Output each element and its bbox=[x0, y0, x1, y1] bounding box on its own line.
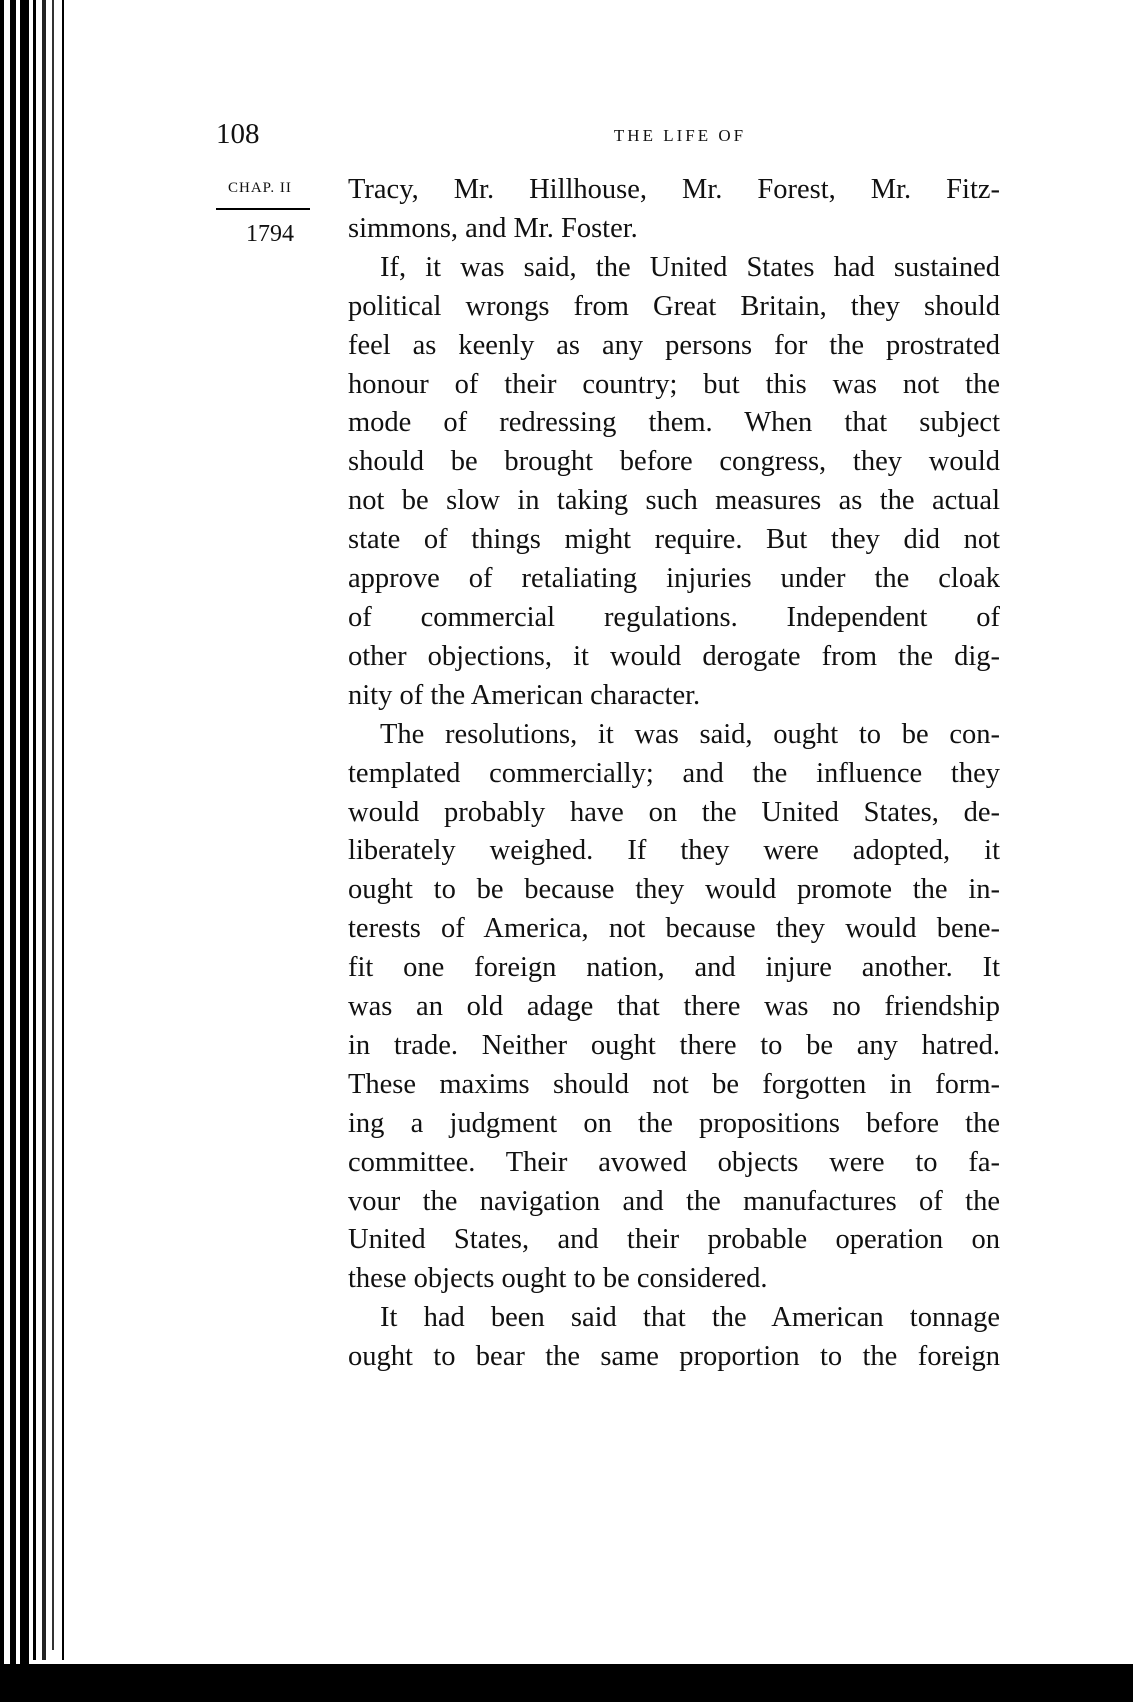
text-line: of commercial regulations. Independent of bbox=[348, 601, 1000, 633]
text-line: other objections, it would derogate from the dig- bbox=[348, 640, 1000, 672]
text-line: nity of the American character. bbox=[348, 679, 701, 711]
paragraph bbox=[348, 249, 1000, 716]
text-line: mode of redressing them. When that subject bbox=[348, 407, 1000, 439]
page-number: 108 bbox=[216, 118, 260, 150]
text-line: If, it was said, the United States had sustained bbox=[380, 251, 1000, 283]
text-line: committee. Their avowed objects were to fa- bbox=[348, 1146, 1000, 1178]
body-text bbox=[348, 171, 1000, 1377]
marginal-rule bbox=[216, 208, 310, 210]
text-line: feel as keenly as any persons for the prostrated bbox=[348, 329, 1000, 361]
running-head: THE LIFE OF bbox=[613, 126, 747, 145]
text-line: ing a judgment on the propositions before the bbox=[348, 1107, 1000, 1139]
text-line: The resolutions, it was said, ought to be con- bbox=[380, 718, 1000, 750]
text-line: political wrongs from Great Britain, they should bbox=[348, 290, 1000, 322]
text-line: simmons, and Mr. Foster. bbox=[348, 212, 638, 244]
text-line: honour of their country; but this was not the bbox=[348, 368, 1000, 400]
text-line: United States, and their probable operation on bbox=[348, 1224, 1000, 1256]
text-line: liberately weighed. If they were adopted, it bbox=[348, 835, 1000, 867]
text-line: should be brought before congress, they would bbox=[348, 446, 1000, 478]
paragraph bbox=[348, 1299, 1000, 1377]
text-line: ought to be because they would promote the in- bbox=[348, 874, 1000, 906]
text-line: Tracy, Mr. Hillhouse, Mr. Forest, Mr. Fitz- bbox=[348, 174, 1000, 205]
text-line: these objects ought to be considered. bbox=[348, 1263, 768, 1295]
text-line: state of things might require. But they did not bbox=[348, 524, 1000, 556]
text-line: would probably have on the United States, de- bbox=[348, 796, 1000, 828]
text-line: terests of America, not because they would bene- bbox=[348, 913, 1000, 945]
text-line: templated commercially; and the influence they bbox=[348, 757, 1000, 789]
text-line: These maxims should not be forgotten in form- bbox=[348, 1068, 1000, 1100]
scan-bottom-edge bbox=[0, 1664, 1133, 1702]
text-line: not be slow in taking such measures as the actual bbox=[348, 485, 1000, 517]
paragraph bbox=[348, 171, 1000, 249]
text-line: in trade. Neither ought there to be any hatred. bbox=[348, 1029, 1000, 1061]
chapter-marginal-note: CHAP. II bbox=[228, 180, 292, 196]
text-line: It had been said that the American tonnage bbox=[380, 1302, 1000, 1334]
text-line: vour the navigation and the manufactures of the bbox=[348, 1185, 1000, 1217]
text-line: was an old adage that there was no friendship bbox=[348, 991, 1000, 1023]
paragraph bbox=[348, 716, 1000, 1300]
text-line: approve of retaliating injuries under the cloak bbox=[348, 563, 1000, 595]
year-marginal-note: 1794 bbox=[246, 221, 294, 247]
text-line: fit one foreign nation, and injure another. It bbox=[348, 952, 1000, 984]
text-line: ought to bear the same proportion to the foreign bbox=[348, 1341, 1000, 1373]
